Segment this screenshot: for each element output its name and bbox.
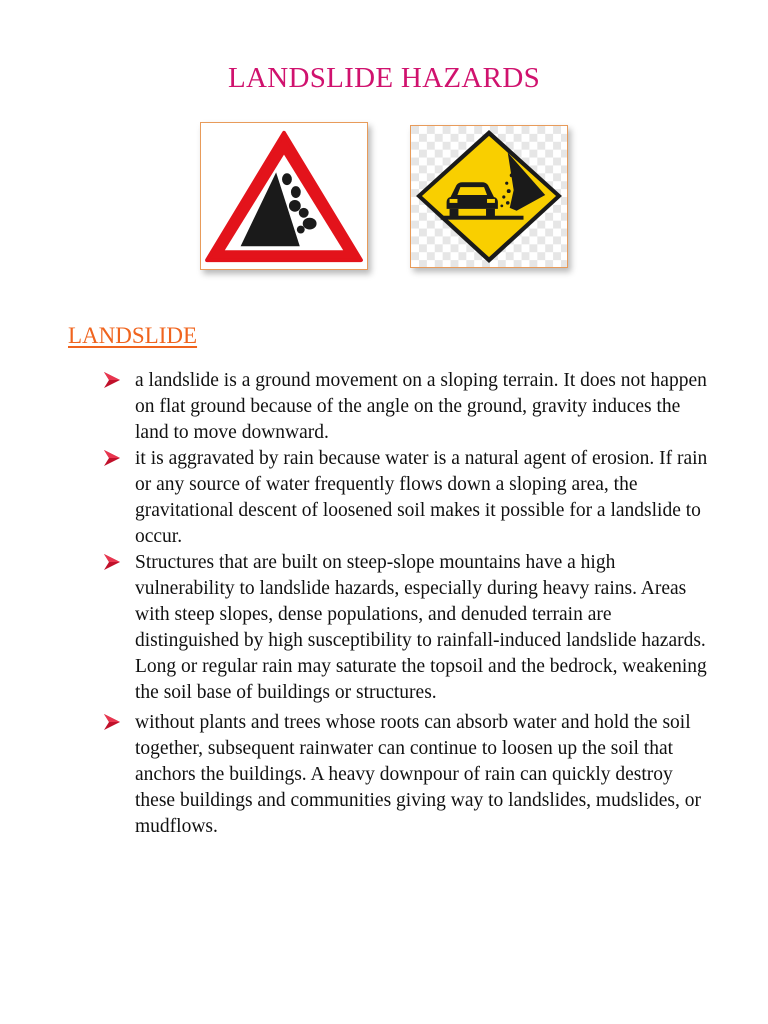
car-falling-rocks-icon: [411, 126, 567, 267]
list-item: [100, 710, 710, 840]
section-heading: LANDSLIDE: [68, 323, 198, 348]
list-item: [100, 446, 710, 550]
bullet-text: a landslide is a ground movement on a sloping terrain. It does not happen on flat ground because of the angle on the ground, gravity induces the land to move downward.: [135, 370, 707, 443]
bullet-text: without plants and trees whose roots can absorb water and hold the soil together, subsequent rainwater can continue to loosen up the soil that anchors the buildings. A heavy downpour of rain can quickly destroy these buildings and communities giving way to landslides, mudslides, or mudflows.: [135, 712, 701, 837]
bullet-text: it is aggravated by rain because water is a natural agent of erosion. If rain or any source of water frequently flows down a sloping area, the gravitational descent of loosened soil makes it possible for a landslide to occur.: [135, 448, 708, 547]
page-title: LANDSLIDE HAZARDS: [227, 62, 540, 94]
arrowhead-icon: [102, 449, 122, 469]
falling-rocks-sign-image: [200, 122, 368, 270]
bullet-list: [100, 368, 710, 840]
falling-rocks-warning-icon: [201, 123, 367, 269]
car-landslide-sign-image: [410, 125, 568, 268]
bullet-text: Structures that are built on steep-slope mountains have a high vulnerability to landslide hazards, especially during heavy rains. Areas with steep slopes, dense populations, and denuded terrain are distinguished by high susceptibility to rainfall-induced landslide hazards. Long or regular rain may saturate the topsoil and the bedrock, weakening the soil base of buildings or structures.: [135, 552, 707, 703]
arrowhead-icon: [102, 371, 122, 391]
arrowhead-icon: [102, 713, 122, 733]
list-item: [100, 368, 710, 446]
arrowhead-icon: [102, 553, 122, 573]
list-item: [100, 550, 710, 706]
